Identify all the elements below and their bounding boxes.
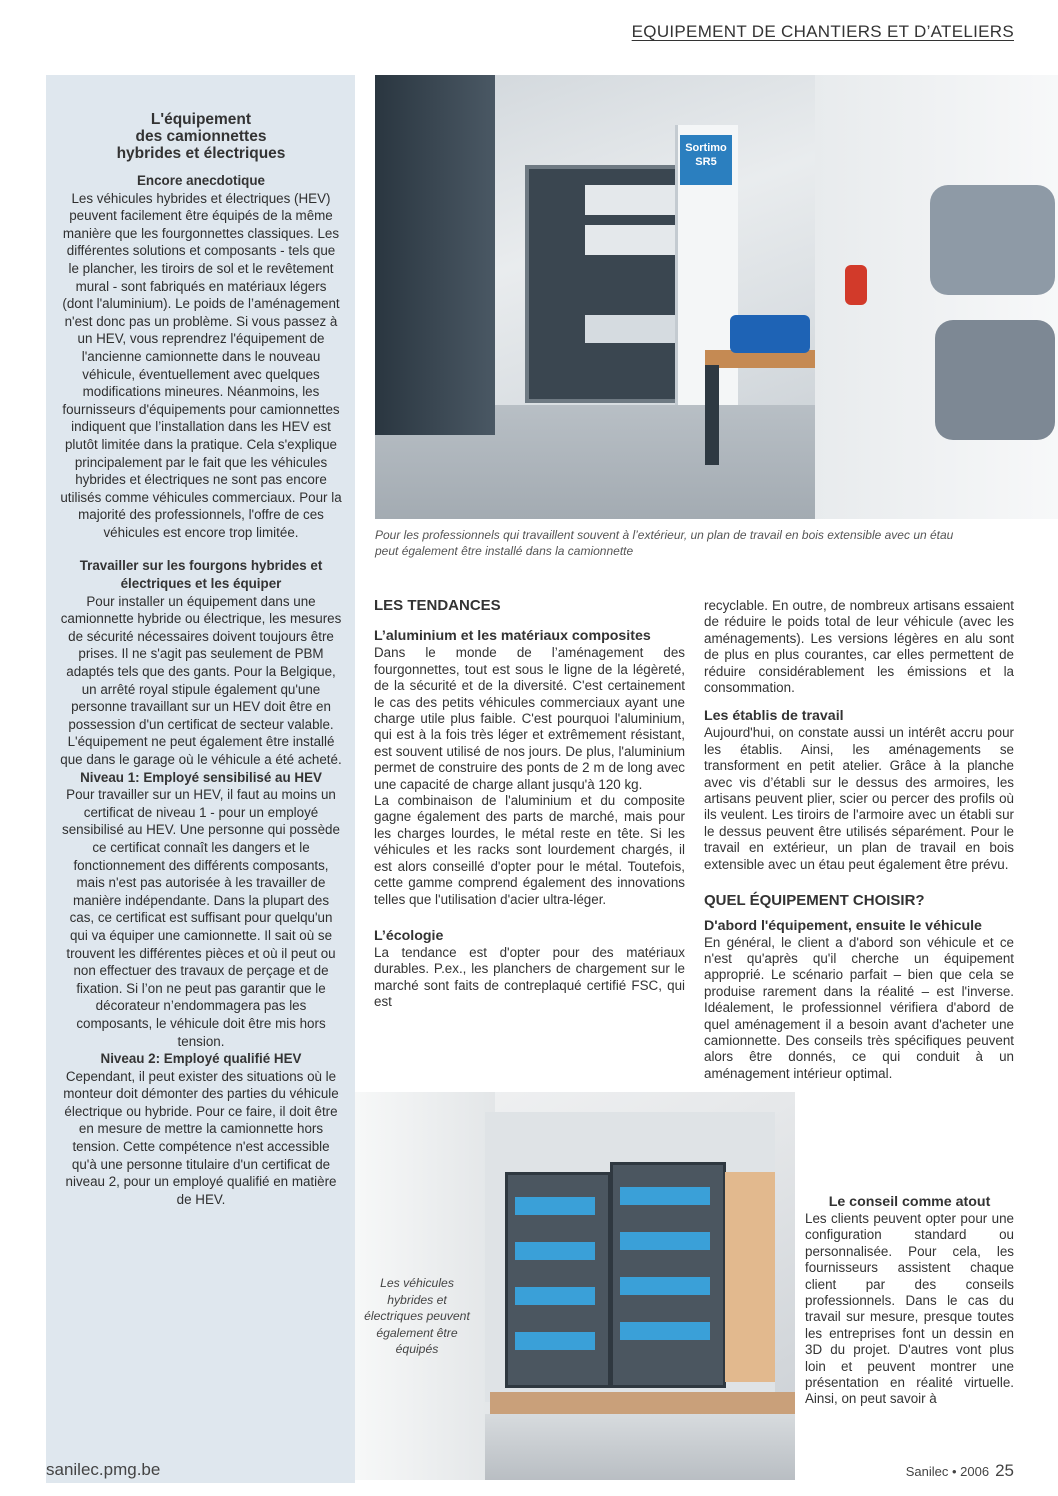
- sidebar-paragraph: Les véhicules hybrides et électriques (HEV) peuvent facilement être équipés de la même manière que les fourgonnettes classiques. Les différentes solutions et composants - tels que le plancher, les tiroirs de sol et le revêtement mural - sont fabriqués en matériaux légers (dont l'aluminium). Le poids de l’aménagement n'est donc pas un problème. Si vous passez à un HEV, vous reprendrez l'équipement de l'ancienne camionnette dans le nouveau véhicule, éventuellement avec quelques modifications mineures. Néanmoins, les fournisseurs d'équipements pour camionnettes indiquent que l’installation dans les HEV est plutôt limitée dans la pratique. Cela s'explique principalement par le fait que les véhicules hybrides et électriques ne sont pas encore utilisés comme véhicules commerciaux. Pour la majorité des professionnels, l'offre de ces véhicules est encore trop limitée.: [60, 190, 342, 540]
- paragraph: La combinaison de l'aluminium et du composite gagne également des parts de marché, mais pour les charges lourdes, le métal reste en tête. Si les véhicules et les racks sont lourdement chargés, il est alors conseillé d'opter pour le métal. Toutefois, cette gamme comprend également des innovations telles que l'utilisation d'acier ultra-léger.: [374, 793, 685, 907]
- sidebar-content: [60, 111, 342, 1208]
- blue-drawer: [620, 1322, 710, 1340]
- sidebar-paragraph: Pour travailler sur un HEV, il faut au moins un certificat de niveau 1 - pour un employé sensibilisé au HEV. Une personne qui possède ce certificat connaît les dangers et le fonctionnement des différents composants, mais n'est pas autorisée à les travailler de manière indépendante. Dans la plupart des cas, ce certificat est suffisant pour quelqu'un qui va équiper une camionnette. Il sait où se trouvent les différentes pièces et où il peut ou non effectuer des travaux de perçage et de fixation. Si l’on ne peut pas garantir que le décorateur n’endommagera pas les composants, le véhicule doit être mis hors tension.: [62, 787, 340, 1049]
- vehicle-body: [485, 1414, 795, 1480]
- vise: [730, 315, 810, 353]
- sidebar-heading: Encore anecdotique: [137, 173, 265, 188]
- footer-issue-label: Sanilec • 2006: [905, 1464, 990, 1479]
- photo-caption-bottom: Les véhicules hybrides et électriques peuvent également être équipés: [364, 1276, 470, 1356]
- support-leg: [705, 365, 719, 465]
- sidebar-title-line: des camionnettes: [135, 128, 267, 145]
- footer-website: sanilec.pmg.be: [46, 1460, 161, 1479]
- subheading: Les établis de travail: [704, 708, 844, 725]
- sidebar-box: [46, 75, 355, 1483]
- paragraph: Les clients peuvent opter pour une configuration standard ou personnalisée. Pour cela, les fournisseurs assistent chaque client par des conseils professionnels. Dans le cas du travail sur mesure, presque toutes les entreprises font un dessin en 3D du projet. D'autres vont plus loin et peuvent montrer une présentation en réalité virtuelle. Ainsi, on peut savoir à: [805, 1211, 1014, 1407]
- paragraph: Dans le monde de l’aménagement des fourgonnettes, tout est sous le ligne de la légèreté, de la sécurité et de la diversité. C'est certainement le cas des petits véhicules commerciaux ayant une charge utile plus faible. C'est pourquoi l'aluminium, qui est à la fois très léger et extrêmement résistant, est souvent utilisé de nos jours. De plus, l'aluminium permet de construire des ponts de 2 m de long avec une capacité de charge allant jusqu'à 120 kg.: [374, 645, 685, 792]
- sidebar-title: [60, 111, 342, 162]
- pull-out-floor: [490, 1392, 795, 1414]
- photo-van-interior: [375, 75, 1058, 519]
- sidebar-paragraph: Cependant, il peut exister des situations où le monteur doit démonter des parties du véhicule électrique ou hybride. Pour ce faire, il doit être en mesure de mettre la camionnette hors tension. Cette compétence n'est accessible qu'à une personne titulaire d'un certificat de niveau 2, pour un employé qualifié en matière de HEV.: [63, 1068, 339, 1207]
- blue-drawer: [620, 1187, 710, 1205]
- section-heading: QUEL ÉQUIPEMENT CHOISIR?: [704, 892, 925, 910]
- brand-label: [680, 135, 732, 185]
- article-column-2-continued: [805, 1194, 1014, 1408]
- article-column-1: [374, 598, 685, 1011]
- blue-drawer: [620, 1277, 710, 1295]
- page-number: 25: [995, 1461, 1014, 1480]
- subheading: Le conseil comme atout: [828, 1194, 991, 1210]
- article-column-2: [704, 598, 1014, 1082]
- door-panel: [930, 185, 1055, 295]
- footer-issue: [840, 1461, 1014, 1481]
- subheading: L’écologie: [374, 927, 444, 944]
- running-header: EQUIPEMENT DE CHANTIERS ET D’ATELIERS: [631, 22, 1014, 41]
- sidebar-heading: Niveau 1: Employé sensibilisé au HEV: [80, 769, 322, 785]
- paragraph: En général, le client a d'abord son véhicule et ce n'est qu'après qu'il cherche un équipement approprié. Le scénario parfait – bien que cela se produise rarement dans la réalité – est l'inverse. Idéalement, le professionnel vérifiera d'abord de quel aménagement il a besoin avant d'acheter une camionnette. Des conseils très spécifiques peuvent alors être donnés, ce qui conduit à un aménagement intérieur optimal.: [704, 934, 1014, 1081]
- blue-drawer: [515, 1242, 595, 1260]
- tail-light: [845, 265, 867, 305]
- sidebar-title-line: L'équipement: [150, 111, 252, 128]
- photo-caption-top: Pour les professionnels qui travaillent souvent à l’extérieur, un plan de travail en bois extensible avec un étau peut également être installé dans la camionnette: [375, 528, 954, 558]
- sidebar-heading: Travailler sur les fourgons hybrides et électriques et les équiper: [79, 558, 323, 592]
- blue-drawer: [515, 1197, 595, 1215]
- subheading: L’aluminium et les matériaux composites: [374, 628, 651, 645]
- subheading: D'abord l'équipement, ensuite le véhicule: [704, 917, 982, 934]
- blue-drawer: [515, 1287, 595, 1305]
- paragraph: recyclable. En outre, de nombreux artisans essaient de réduire le poids total de leur véhicule (avec les aménagements). Les versions légères en alu sont de plus en plus courantes, car elles permettent de réduire considérablement les émissions et la consommation.: [704, 598, 1014, 696]
- wood-panel: [725, 1172, 775, 1382]
- blue-drawer: [515, 1332, 595, 1350]
- brand-name: Sortimo: [685, 142, 727, 154]
- left-shelving: [375, 75, 495, 435]
- door-panel: [935, 320, 1055, 440]
- section-heading: LES TENDANCES: [374, 597, 501, 614]
- paragraph: La tendance est d'opter pour des matériaux durables. P.ex., les planchers de chargement sur le marché sont faits de contreplaqué certifié FSC, qui est: [374, 944, 685, 1010]
- paragraph: Aujourd'hui, on constate aussi un intérêt accru pour les établis. Ainsi, les aménagements se transforment en petit atelier. Grâce à la planche avec vis d’établi sur le dessus des armoires, les artisans peuvent plier, scier ou percer des profils où ils veulent. Les tiroirs de l'armoire avec un établi sur le dessus peuvent être utilisés séparément. Pour le travail en extérieur, un plan de travail en bois extensible avec un étau peut également être prévu.: [704, 725, 1014, 872]
- sidebar-title-line: hybrides et électriques: [116, 145, 286, 162]
- sidebar-paragraph: Pour installer un équipement dans une camionnette hybride ou électrique, les mesures de sécurité nécessaires doivent toujours être prises. Il ne s'agit pas seulement de PBM adaptés tels que des gants. Pour la Belgique, un arrêté royal stipule également qu'une personne travaillant sur un HEV doit être en possession d'un certificat de secteur valable. L'équipement ne peut également être installé que dans le garage où le véhicule a été acheté.: [60, 593, 342, 767]
- brand-sub: SR5: [695, 156, 717, 168]
- blue-drawer: [620, 1232, 710, 1250]
- sidebar-heading: Niveau 2: Employé qualifié HEV: [100, 1051, 302, 1067]
